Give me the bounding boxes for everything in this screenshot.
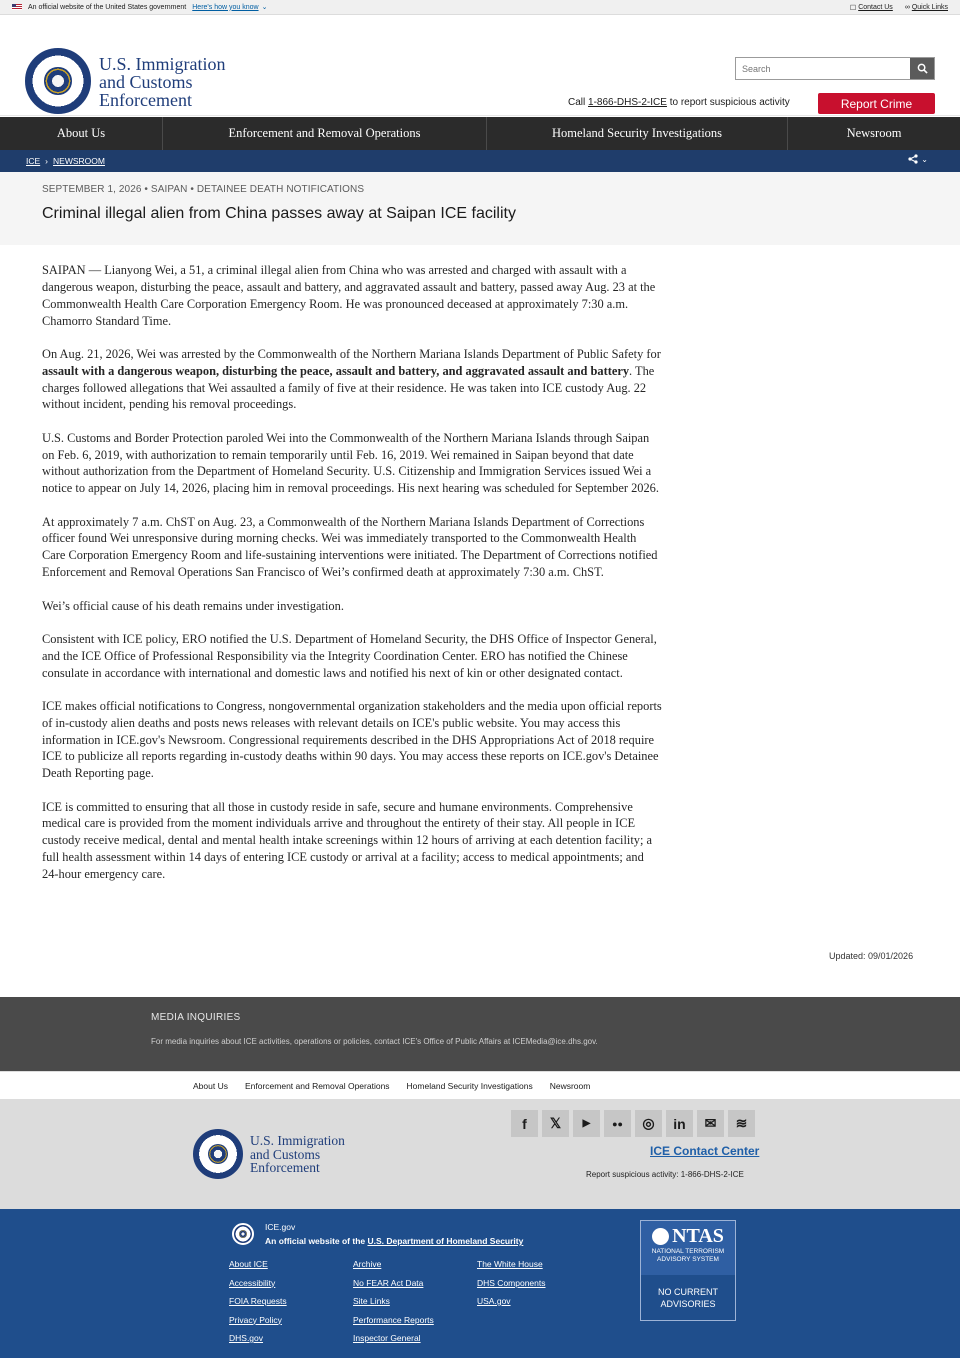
article-location[interactable]: SAIPAN [150,184,188,195]
contact-us-link[interactable] [850,4,893,12]
footer-link-foia[interactable]: FOIA Requests [229,1296,287,1306]
ice-contact-center-link[interactable]: ICE Contact Center [650,1144,760,1158]
footer-link-dhs-components[interactable]: DHS Components [477,1277,546,1288]
gov-footer-site: ICE.gov [265,1222,296,1232]
article-paragraph: Consistent with ICE policy, ERO notified the U.S. Department of Homeland Security, the DHS Office of Inspector General, and the ICE Office of Professional Responsibility via the Integrity Coordination Center. ERO has notified the Chinese consulate in accordance with international and domestic laws and notified his next of kin or other designated contact. [42,631,657,680]
linkedin-icon[interactable]: in [666,1110,693,1137]
footer-link-usa-gov[interactable]: USA.gov [477,1296,511,1306]
article-category[interactable]: DETAINEE DEATH NOTIFICATIONS [196,184,365,195]
footer-link-no-fear-act[interactable]: No FEAR Act Data [353,1277,424,1288]
footer-link-inspector-general[interactable]: Inspector General [353,1333,421,1343]
ntas-logo-text: NTAS [672,1225,724,1247]
brand-line-2: and Customs [99,72,193,92]
report-crime-button[interactable]: Report Crime [818,93,935,114]
how-you-know-link[interactable]: Here's how you know [192,3,259,11]
chevron-down-icon[interactable]: ⌄ [261,4,268,11]
dhs-seal-logo[interactable] [25,48,91,114]
search-button[interactable] [910,58,934,79]
ntas-widget[interactable] [640,1220,736,1321]
footer-brand-line-3: Enforcement [250,1160,320,1175]
paragraph-text: . The charges followed allegations that Wei assaulted a family of five at their residence. He was taken into ICE custody Aug. 22 without incident, pending his removal proceedings. [42,363,655,412]
share-button[interactable] [908,154,928,164]
nav-about-us[interactable]: About Us [0,117,163,150]
article-title: Criminal illegal alien from China passes away at Saipan ICE facility [42,205,516,222]
x-icon[interactable]: 𝕏 [542,1110,569,1137]
youtube-icon[interactable]: ▶ [573,1110,600,1137]
footer-link-about-ice[interactable]: About ICE [229,1259,268,1269]
article-body [42,262,662,899]
footer-dhs-seal-logo[interactable] [193,1129,243,1179]
footer-link-performance[interactable]: Performance Reports [353,1314,434,1325]
report-phone-line [568,97,790,108]
chevron-down-icon: ⌄ [921,154,928,164]
footer-brand-line-1: U.S. Immigration [250,1133,345,1148]
nav-enforcement-removal[interactable]: Enforcement and Removal Operations [163,117,487,150]
share-icon [908,154,918,164]
footer-brand-line-2: and Customs [250,1146,321,1162]
call-prefix: Call [568,97,589,108]
search-icon [917,63,928,74]
breadcrumb-separator: › [45,156,49,166]
article-paragraph: U.S. Customs and Border Protection paroled Wei into the Commonwealth of the Northern Mariana Islands through Saipan on Feb. 6, 2019, with authorization to remain temporarily until Feb. 16, 2019. Wei remained in Saipan beyond that date without authorization from the Department of Homeland Security. U.S. Citizenship and Immigration Services issued Wei a notice to appear on July 14, 2026, placing him in removal proceedings. His next hearing was scheduled for September 2026. [42,430,659,496]
footer-link-archive[interactable]: Archive [353,1259,382,1269]
quick-links-link[interactable] [905,4,948,11]
dhs-link[interactable]: U.S. Department of Homeland Security [367,1236,524,1246]
footer-link-dhs-gov[interactable]: DHS.gov [229,1333,264,1343]
breadcrumb-home[interactable]: ICE [26,156,41,166]
ntas-header [641,1221,735,1275]
phone-icon: ☐ [849,4,857,12]
article-paragraph: ICE is committed to ensuring that all those in custody reside in safe, secure and humane environments. Comprehensive medical care is provided from the moment individuals arrive and throughout the entirety of their stay. All people in ICE custody receive medical, dental and mental health intake screenings within 12 hours of arriving at each detention facility; a full health assessment within 14 days of entering ICE custody or arrival at a facility; access to medical appointments; and 24-hour emergency care. [42,799,653,881]
call-suffix: to report suspicious activity [666,97,790,108]
footer-main [0,1099,960,1209]
nav-newsroom[interactable]: Newsroom [846,126,902,140]
ice-brand-name[interactable] [99,55,226,109]
ntas-logo [641,1221,735,1248]
flickr-icon[interactable]: ●● [604,1110,631,1137]
us-flag-icon [12,4,22,10]
meta-bullet: • [144,184,149,195]
ntas-status-line-2: ADVISORIES [660,1299,716,1309]
gov-footer-official [265,1236,523,1246]
footer-suspicious-activity: Report suspicious activity: 1-866-DHS-2-ICE [586,1170,744,1179]
footer-link-accessibility[interactable]: Accessibility [229,1277,276,1288]
footer-nav [0,1071,960,1099]
meta-bullet: • [190,184,194,195]
footer-nav-hsi[interactable]: Homeland Security Investigations [406,1080,533,1091]
breadcrumb-newsroom[interactable]: NEWSROOM [53,156,105,166]
ntas-status [641,1275,735,1310]
updated-date: Updated: 09/01/2026 [829,951,914,961]
link-icon: ∞ [904,4,910,11]
article-paragraph: SAIPAN — Lianyong Wei, a 51, a criminal illegal alien from China who was arrested and charged with assault with a dangerous weapon, disturbing the peace, assault and battery, and aggravated assault and battery, passed away Aug. 23 at the Commonwealth Health Care Corporation Emergency Room. He was pronounced deceased at approximately 7:30 a.m. Chamorro Standard Time. [42,263,656,328]
brand-line-1: U.S. Immigration [99,54,226,74]
footer-nav-newsroom[interactable]: Newsroom [549,1080,591,1091]
article-header [0,172,960,245]
ntas-seal-icon [652,1228,669,1245]
ntas-status-line-1: NO CURRENT [658,1287,718,1297]
email-icon[interactable]: ✉ [697,1110,724,1137]
media-inquiries [0,997,960,1071]
social-links [511,1110,755,1137]
search-form [735,57,935,80]
footer-brand-name[interactable] [250,1134,345,1175]
article-paragraph [42,346,662,413]
gov-banner [0,0,960,15]
brand-line-3: Enforcement [99,90,192,110]
article-paragraph: ICE makes official notifications to Congress, nongovernmental organization stakeholders and the media upon official reports of in-custody alien deaths and posts news releases with relevant details on ICE's public website. You may access this information in ICE.gov's Newsroom. Congressional requirements described in the DHS Appropriations Act of 2018 require ICE to publicize all reports regarding in-custody deaths within 90 days. You may access these reports on ICE.gov's Detainee Death Reporting page. [42,698,662,781]
official-prefix: An official website of the [265,1236,368,1246]
paragraph-text: On Aug. 21, 2026, Wei was arrested by the Commonwealth of the Northern Mariana Islands Department of Public Safety for [42,346,661,361]
article-paragraph: At approximately 7 a.m. ChST on Aug. 23, a Commonwealth of the Northern Mariana Islands Department of Corrections officer found Wei unresponsive during morning checks. Wei was immediately transported to the Commonwealth Health Care Corporation Emergency Room and life-sustaining interventions were initiated. The Department of Corrections notified Enforcement and Removal Operations San Francisco of Wei’s confirmed death at approximately 7:30 a.m. ChST. [42,514,658,580]
footer-link-empty [477,1315,601,1327]
contact-us-label: Contact Us [858,4,893,11]
footer-nav-about-us[interactable]: About Us [193,1080,228,1091]
rss-icon[interactable]: ≋ [728,1110,755,1137]
utility-links [850,0,948,15]
dhs-mini-seal-icon [232,1223,254,1245]
main-nav [0,117,960,150]
breadcrumb [0,150,960,172]
gov-footer-links [229,1259,601,1345]
footer-link-site-links[interactable]: Site Links [353,1296,390,1306]
nav-homeland-security-investigations[interactable]: Homeland Security Investigations [487,117,788,150]
article-date: SEPTEMBER 1, 2026 [42,184,142,195]
footer-nav-enforcement-removal[interactable]: Enforcement and Removal Operations [244,1080,390,1091]
gov-banner-text: An official website of the United States government [28,3,187,11]
site-header [0,15,960,116]
search-input[interactable] [736,58,910,79]
instagram-icon[interactable]: ◎ [635,1110,662,1137]
quick-links-label: Quick Links [911,4,948,11]
charges-bold-text: assault with a dangerous weapon, disturbing the peace, assault and battery, and aggravated assault and battery [42,363,630,378]
media-inquiries-heading: MEDIA INQUIRIES [151,1012,241,1023]
gov-footer [0,1209,960,1358]
facebook-icon[interactable]: f [511,1110,538,1137]
article-meta [42,184,364,195]
article-paragraph: Wei’s official cause of his death remains under investigation. [42,598,344,613]
tip-phone-link[interactable]: 1-866-DHS-2-ICE [588,97,667,108]
footer-link-white-house[interactable]: The White House [477,1259,543,1269]
footer-link-privacy[interactable]: Privacy Policy [229,1314,282,1325]
ntas-subtitle-2: ADVISORY SYSTEM [657,1256,719,1263]
footer-link-empty [477,1333,601,1345]
ntas-subtitle-1: NATIONAL TERRORISM [651,1248,725,1255]
media-inquiries-text: For media inquiries about ICE activities, operations or policies, contact ICE's Office of Public Affairs at ICEMedia@ice.dhs.gov. [151,1037,598,1046]
